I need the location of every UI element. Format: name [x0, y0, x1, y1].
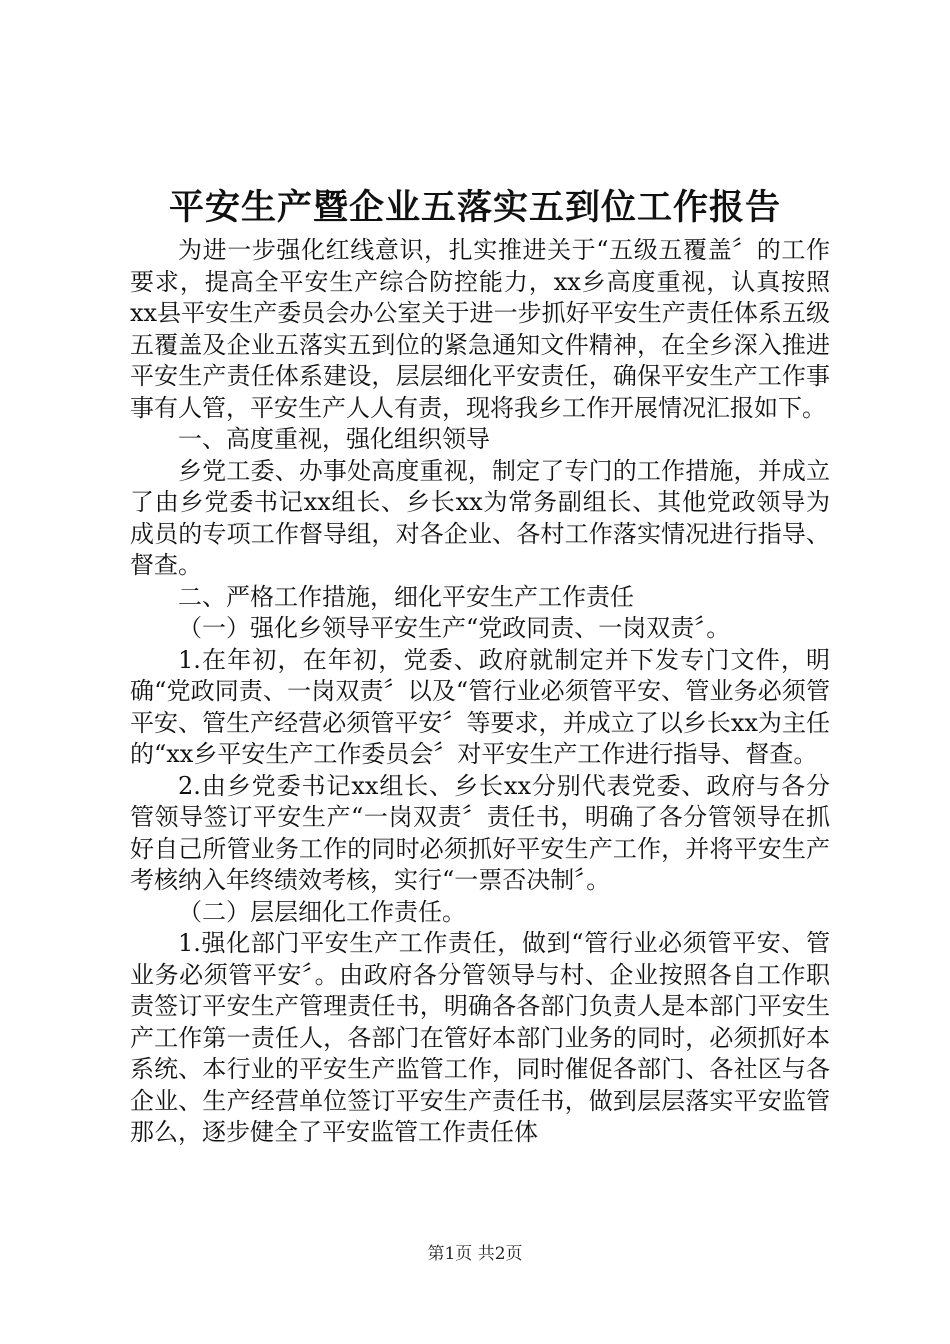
section-heading-2: 二、严格工作措施，细化平安生产工作责任 [178, 582, 634, 611]
page-footer: 第1页 共2页 [427, 1244, 523, 1264]
paragraph: 1.强化部门平安生产工作责任，做到“管行业必须管平安、管业务必须管平安〞。由政府各分管领导与村、企业按照各自工作职责签订平安生产管理责任书，明确各各部门负责人是本部门平安生产工作第一责任人，各部门在管好本部门业务的同时，必须抓好本系统、本行业的平安生产监管工作，同时催促各部门、各社区与各企业、生产经营单位签订平安生产责任书，做到层层落实平安监管那么，逐步健全了平安监管工作责任体 [130, 929, 830, 1146]
paragraph-intro: 为进一步强化红线意识，扎实推进关于“五级五覆盖〞的工作要求，提高全平安生产综合防控能力，xx乡高度重视，认真按照xx县平安生产委员会办公室关于进一步抓好平安生产责任体系五级五覆盖及企业五落实五到位的紧急通知文件精神，在全乡深入推进平安生产责任体系建设，层层细化平安责任，确保平安生产工作事事有人管，平安生产人人有责，现将我乡工作开展情况汇报如下。 [130, 236, 830, 422]
subsection-heading-1: （一）强化乡领导平安生产“党政同责、一岗双责〞。 [178, 614, 731, 642]
subsection-heading-2: （二）层层细化工作责任。 [178, 897, 466, 926]
paragraph: 1.在年初，在年初，党委、政府就制定并下发专门文件，明确“党政同责、一岗双责〞以及“管行业必须管平安、管业务必须管平安、管生产经营必须管平安〞等要求，并成立了以乡长xx为主任的“xx乡平安生产工作委员会〞对平安生产工作进行指导、督查。 [130, 645, 830, 768]
document-title: 平安生产暨企业五落实五到位工作报告 [168, 187, 781, 228]
paragraph: 乡党工委、办事处高度重视，制定了专门的工作措施，并成立了由乡党委书记xx组长、乡长xx为常务副组长、其他党政领导为成员的专项工作督导组，对各企业、各村工作落实情况进行指导、督查。 [130, 456, 830, 579]
section-heading-1: 一、高度重视，强化组织领导 [178, 425, 490, 453]
paragraph: 2.由乡党委书记xx组长、乡长xx分别代表党委、政府与各分管领导签订平安生产“一岗双责〞责任书，明确了各分管领导在抓好自己所管业务工作的同时必须抓好平安生产工作，并将平安生产考核纳入年终绩效考核，实行“一票否决制〞。 [130, 771, 830, 894]
document-body [130, 235, 830, 1149]
